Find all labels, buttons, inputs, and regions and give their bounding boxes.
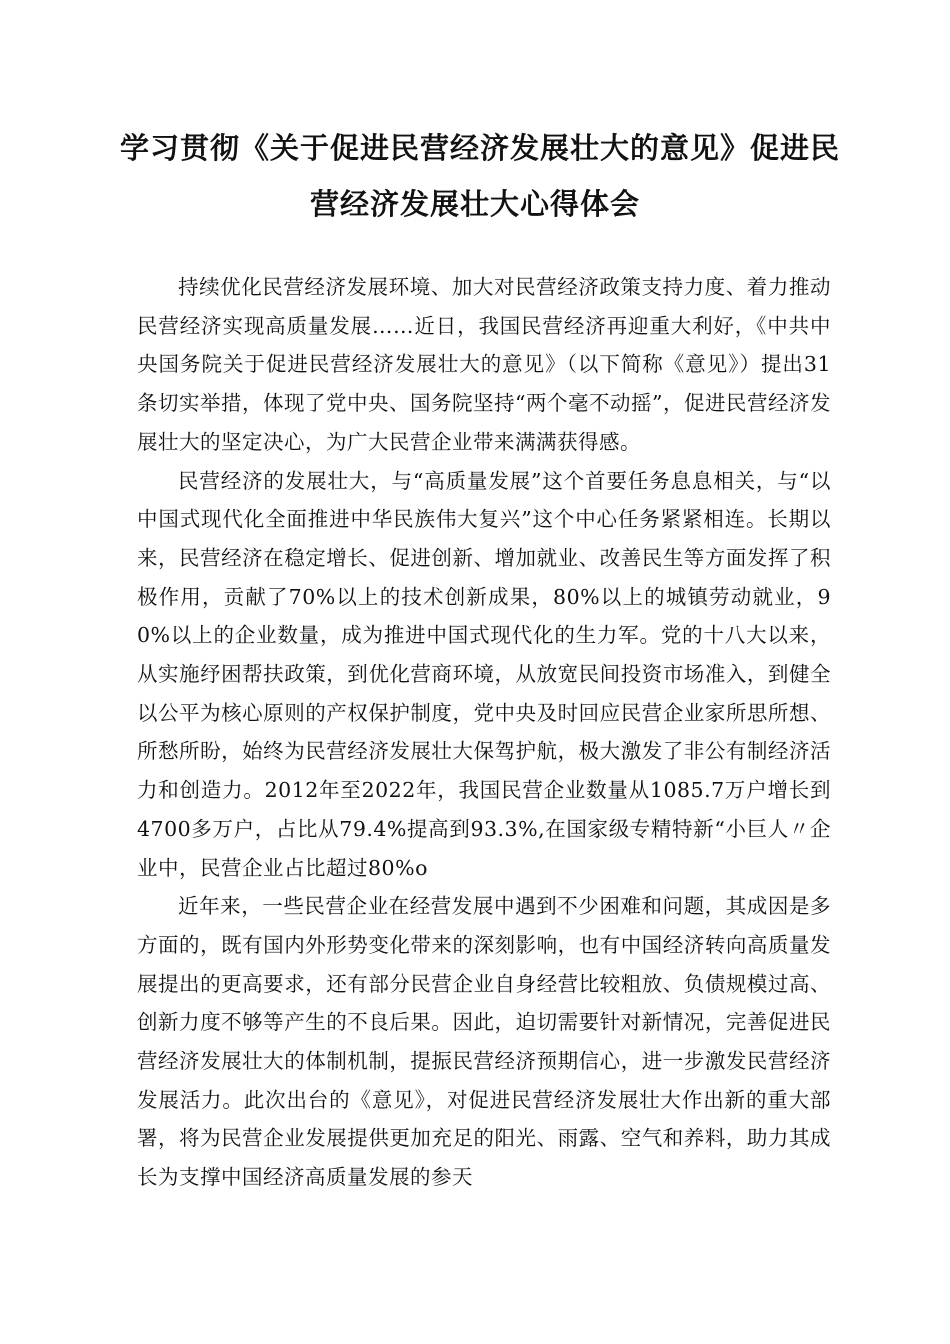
title-line-1: 学习贯彻《关于促进民营经济发展壮大的意见》促进民 [120, 131, 841, 165]
paragraph-3: 近年来，一些民营企业在经营发展中遇到不少困难和问题，其成因是多方面的，既有国内外形势变化带来的深刻影响，也有中国经济转向高质量发展提出的更高要求，还有部分民营企业自身经营比较粗放、负债规模过高、创新力度不够等产生的不良后果。因此，迫切需要针对新情况，完善促进民营经济发展壮大的体制机制，提振民营经济预期信心，进一步激发民营经济发展活力。此次出台的《意见》，对促进民营经济发展壮大作出新的重大部署，将为民营企业发展提供更加充足的阳光、雨露、空气和养料，助力其成长为支撑中国经济高质量发展的参天 [137, 894, 831, 1190]
document-title [120, 120, 841, 232]
paragraph-1: 持续优化民营经济发展环境、加大对民营经济政策支持力度、着力推动民营经济实现高质量发展……近日，我国民营经济再迎重大利好，《中共中央国务院关于促进民营经济发展壮大的意见》（以下简称《意见》）提出31条切实举措，体现了党中央、国务院坚持“两个毫不动摇”，促进民营经济发展壮大的坚定决心，为广大民营企业带来满满获得感。 [137, 275, 831, 454]
title-line-2: 营经济发展壮大心得体会 [309, 187, 640, 221]
paragraph-2: 民营经济的发展壮大，与“高质量发展”这个首要任务息息相关，与“以中国式现代化全面推进中华民族伟大复兴”这个中心任务紧紧相连。长期以来，民营经济在稳定增长、促进创新、增加就业、改善民生等方面发挥了积极作用，贡献了70%以上的技术创新成果，80%以上的城镇劳动就业，90%以上的企业数量，成为推进中国式现代化的生力军。党的十八大以来，从实施纾困帮扶政策，到优化营商环境，从放宽民间投资市场准入，到健全以公平为核心原则的产权保护制度，党中央及时回应民营企业家所思所想、所愁所盼，始终为民营经济发展壮大保驾护航，极大激发了非公有制经济活力和创造力。2012年至2022年，我国民营企业数量从1085.7万户增长到4700多万户，占比从79.4%提高到93.3%,在国家级专精特新“小巨人〃企业中，民营企业占比超过80%o [137, 468, 831, 880]
document-body [137, 268, 831, 1197]
